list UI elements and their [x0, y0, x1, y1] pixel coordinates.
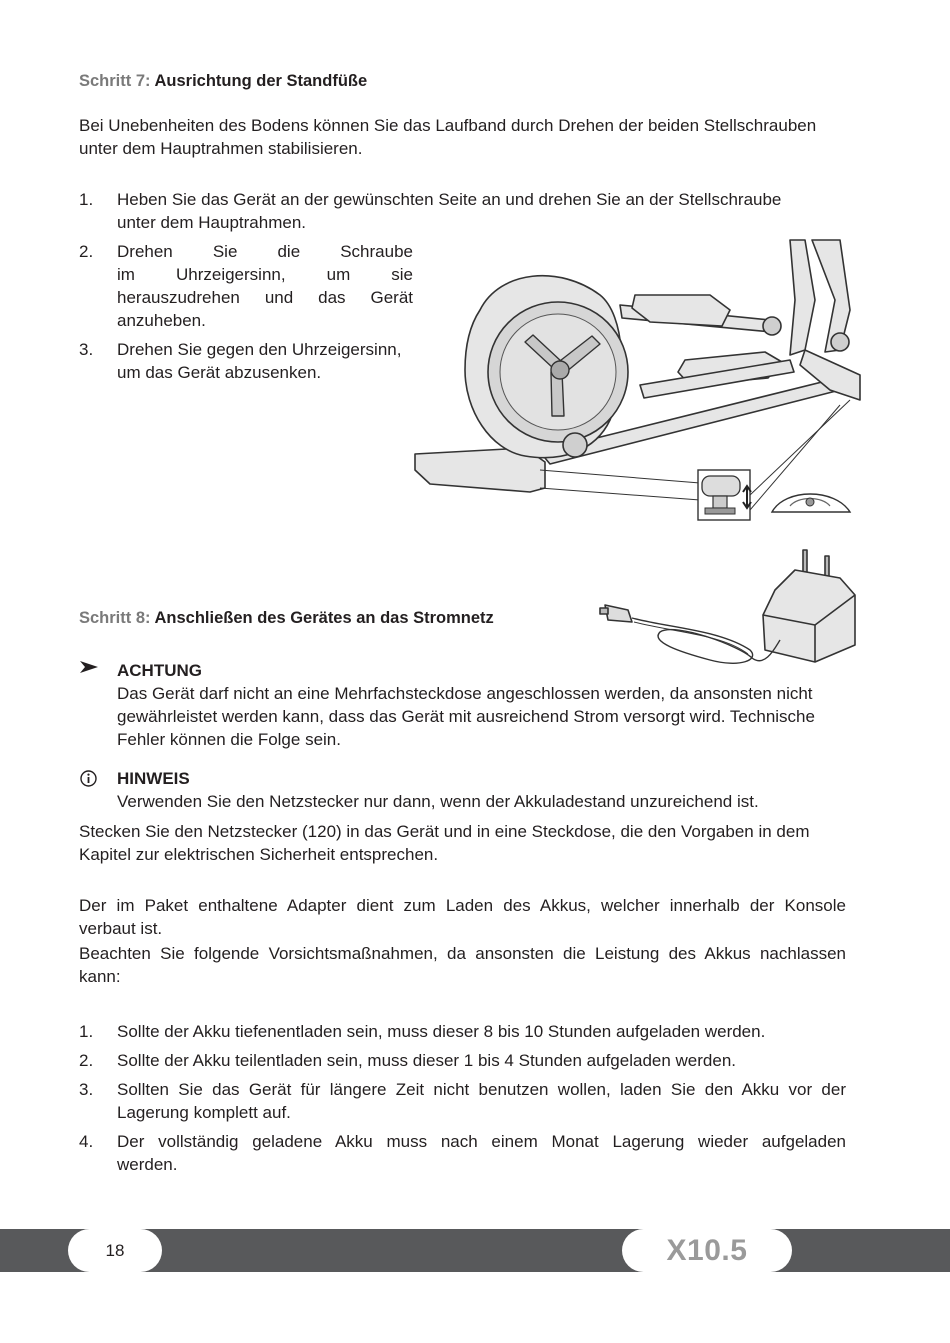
- warning-line: Das Gerät darf nicht an eine Mehrfachsteckdose angeschlossen werden, da ansonsten nicht: [117, 684, 813, 703]
- list-item-number: 4.: [79, 1132, 94, 1151]
- paragraph: [79, 942, 846, 988]
- warning-line: Fehler können die Folge sein.: [117, 730, 341, 749]
- power-adapter-illustration: [600, 550, 860, 682]
- list-item-number: 3.: [79, 1080, 94, 1099]
- list-item-line: anzuheben.: [117, 311, 206, 330]
- note-label: HINWEIS: [117, 769, 190, 788]
- list-item-line: Sollte der Akku tiefenentladen sein, muss dieser 8 bis 10 Stunden aufgeladen werden.: [117, 1022, 766, 1041]
- list-item-line: herauszudrehen und das Gerät: [117, 288, 413, 307]
- list-item: [117, 1078, 846, 1124]
- step8-title: Anschließen des Gerätes an das Stromnetz: [154, 609, 494, 627]
- model-name: X10.5: [666, 1234, 748, 1267]
- warning-label: ACHTUNG: [117, 661, 202, 680]
- info-icon: [80, 770, 97, 787]
- list-item-line: werden.: [117, 1155, 178, 1174]
- list-item: [117, 338, 417, 384]
- step7-prefix: Schritt 7:: [79, 72, 151, 90]
- list-item-line: Sollten Sie das Gerät für längere Zeit nicht benutzen wollen, laden Sie den Akku vor der: [117, 1080, 846, 1099]
- list-item-line: Der vollständig geladene Akku muss nach einem Monat Lagerung wieder aufgeladen: [117, 1132, 846, 1151]
- list-item: [117, 1049, 846, 1072]
- list-item: [117, 188, 846, 234]
- warning-line: gewährleistet werden kann, dass das Gerät mit ausreichend Strom versorgt wird. Technische: [117, 707, 815, 726]
- list-item-number: 1.: [79, 1022, 94, 1041]
- list-item: [117, 240, 413, 332]
- paragraph: [79, 894, 846, 940]
- warning-text: [117, 682, 846, 751]
- list-item: [117, 1020, 846, 1043]
- step7-title: Ausrichtung der Standfüße: [154, 72, 368, 90]
- list-item-line: Drehen Sie gegen den Uhrzeigersinn,: [117, 340, 402, 359]
- note-text: Verwenden Sie den Netzstecker nur dann, wenn der Akkuladestand unzureichend ist.: [117, 792, 759, 811]
- list-item: [117, 1130, 846, 1176]
- list-item-number: 1.: [79, 190, 94, 209]
- paragraph: [79, 820, 846, 866]
- step7-intro: [79, 114, 846, 160]
- list-item-number: 3.: [79, 340, 94, 359]
- list-item-line: Heben Sie das Gerät an der gewünschten Seite an und drehen Sie an der Stellschraube: [117, 190, 782, 209]
- step7-intro-line: Bei Unebenheiten des Bodens können Sie das Laufband durch Drehen der beiden Stellschrauben: [79, 116, 817, 135]
- step7-intro-line: unter dem Hauptrahmen stabilisieren.: [79, 139, 363, 158]
- elliptical-trainer-illustration: [410, 240, 860, 525]
- paragraph-line: Beachten Sie folgende Vorsichtsmaßnahmen, da ansonsten die Leistung des Akkus nachlassen: [79, 944, 846, 963]
- step8-prefix: Schritt 8:: [79, 609, 151, 627]
- paragraph-line: verbaut ist.: [79, 919, 163, 938]
- list-item-number: 2.: [79, 1051, 94, 1070]
- paragraph-line: Stecken Sie den Netzstecker (120) in das Gerät und in eine Steckdose, die den Vorgaben in dem: [79, 822, 810, 841]
- list-item-line: Drehen Sie die Schraube: [117, 242, 413, 261]
- list-item-number: 2.: [79, 242, 94, 261]
- step8-heading: [79, 609, 494, 628]
- paragraph-line: Kapitel zur elektrischen Sicherheit entsprechen.: [79, 845, 439, 864]
- list-item-line: Sollte der Akku teilentladen sein, muss dieser 1 bis 4 Stunden aufgeladen werden.: [117, 1051, 737, 1070]
- list-item-line: Lagerung komplett auf.: [117, 1103, 291, 1122]
- list-item-line: unter dem Hauptrahmen.: [117, 213, 306, 232]
- paragraph-line: Der im Paket enthaltene Adapter dient zum Laden des Akkus, welcher innerhalb der Konsole: [79, 896, 846, 915]
- warning-arrow-icon: [80, 660, 100, 674]
- list-item-line: im Uhrzeigersinn, um sie: [117, 265, 413, 284]
- step7-heading: [79, 72, 367, 91]
- list-item-line: um das Gerät abzusenken.: [117, 363, 322, 382]
- paragraph-line: kann:: [79, 967, 121, 986]
- page-number: 18: [105, 1241, 125, 1260]
